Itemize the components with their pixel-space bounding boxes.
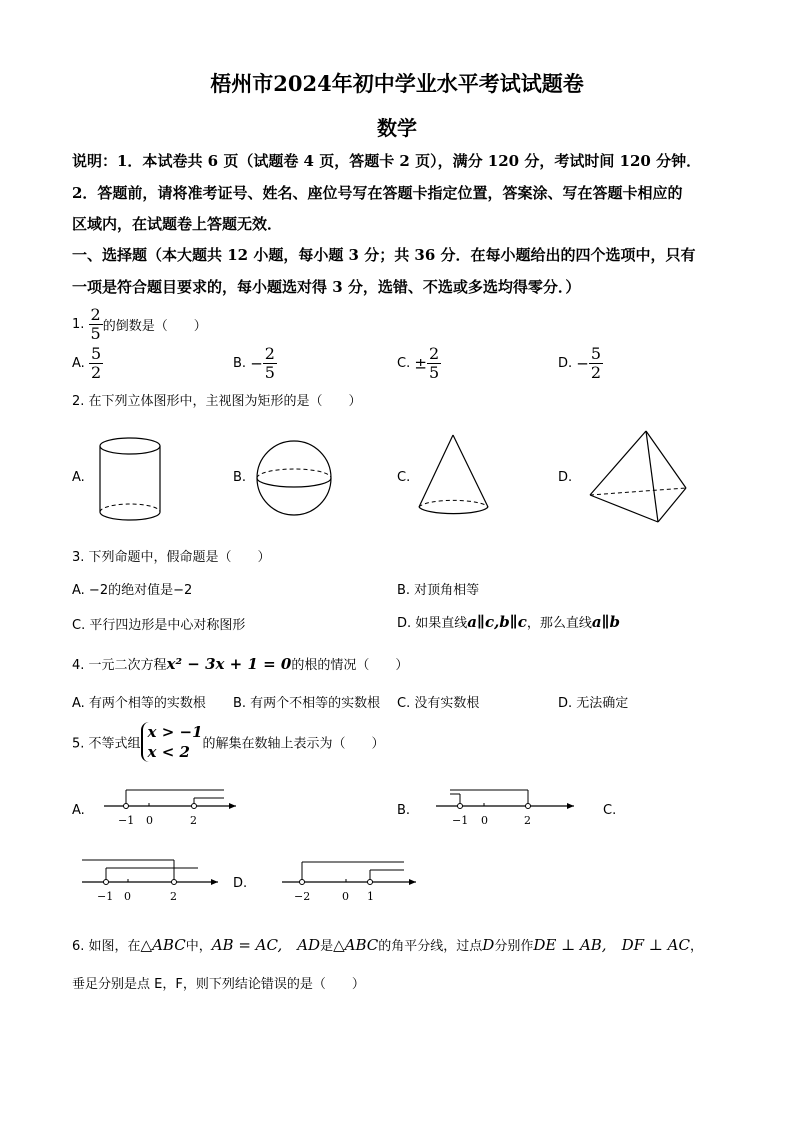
fraction-denominator: 5 <box>264 363 275 382</box>
math-equation: x² − 3x + 1 = 0 <box>166 655 292 673</box>
question-1 <box>72 306 207 343</box>
inequality-1: x > −1 <box>147 723 203 741</box>
subject-title: 数学 <box>377 116 417 140</box>
question-4 <box>72 654 408 673</box>
question-text: 的角平分线，过点 <box>378 939 483 954</box>
section-heading-line-1: 一、选择题（本大题共 12 小题，每小题 3 分；共 36 分．在每小题给出的四个选项中，只有 <box>72 246 696 264</box>
q4-option-a[interactable]: A. 有两个相等的实数根 <box>72 696 206 711</box>
tick-label: −2 <box>294 890 311 903</box>
q2-option-d-label[interactable]: D. <box>558 470 573 485</box>
question-text: 4. 一元二次方程 <box>72 658 167 673</box>
fraction-numerator: 2 <box>90 305 101 324</box>
tick-label: 1 <box>367 890 374 903</box>
q1-option-b[interactable] <box>233 345 277 382</box>
q5-option-c-label[interactable]: C. <box>603 803 617 818</box>
q5-option-b-label[interactable]: B. <box>397 803 411 818</box>
tick-label: 0 <box>146 814 153 827</box>
cylinder-figure <box>92 432 170 524</box>
question-3: 3. 下列命题中，假命题是（ ） <box>72 550 271 565</box>
math-expression: D <box>482 936 495 954</box>
tick-label: −1 <box>97 890 114 903</box>
q1-option-a[interactable] <box>72 345 103 382</box>
option-label: B. <box>233 356 247 371</box>
question-text: 的解集在数轴上表示为（ ） <box>202 736 385 752</box>
option-sign: ± <box>414 354 427 373</box>
pyramid-figure <box>586 428 690 528</box>
math-expression: a∥b <box>591 613 621 631</box>
question-6-line-2: 垂足分别是点 E，F，则下列结论错误的是（ ） <box>72 977 365 992</box>
instruction-line-2: 2．答题前，请将准考证号、姓名、座位号写在答题卡指定位置，答案涂、写在答题卡相应的 <box>72 184 683 202</box>
q5-option-d-label[interactable]: D. <box>233 876 248 891</box>
q3-option-d[interactable] <box>397 612 620 631</box>
section-heading-line-2: 一项是符合题目要求的，每小题选对得 3 分，选错、不选或多选均得零分．） <box>72 278 581 296</box>
tick-label: 2 <box>170 890 177 903</box>
question-6-line-1 <box>72 934 703 955</box>
fraction-numerator: 5 <box>90 344 102 363</box>
question-text: 5. 不等式组 <box>72 736 141 752</box>
exam-title: 梧州市2024年初中学业水平考试试题卷 <box>210 71 584 96</box>
tick-label: −1 <box>452 814 469 827</box>
tick-label: 0 <box>481 814 488 827</box>
instruction-line-3: 区域内，在试题卷上答题无效． <box>72 215 283 233</box>
number-line-c <box>78 852 228 904</box>
number-line-a <box>96 784 246 830</box>
q2-option-b-label[interactable]: B. <box>233 470 247 485</box>
fraction-numerator: 2 <box>264 344 275 363</box>
option-text: ，那么直线 <box>526 616 592 631</box>
question-number: 1. <box>72 317 85 332</box>
fraction <box>589 345 603 382</box>
fraction-denominator: 2 <box>590 363 602 382</box>
math-expression: △ABC <box>333 936 379 954</box>
fraction-denominator: 2 <box>90 363 102 382</box>
q3-option-a[interactable]: A. −2的绝对值是−2 <box>72 583 193 598</box>
math-expression: AB = AC, AD <box>211 936 321 954</box>
question-text: 是 <box>320 939 334 954</box>
question-text: 中， <box>185 939 212 954</box>
q4-option-b[interactable]: B. 有两个不相等的实数根 <box>233 696 381 711</box>
q1-option-c[interactable] <box>397 345 441 382</box>
inequality-system <box>141 722 203 762</box>
tick-label: 0 <box>124 890 131 903</box>
q5-option-a-label[interactable]: A. <box>72 803 85 818</box>
question-5 <box>72 722 385 762</box>
fraction-denominator: 5 <box>90 324 101 343</box>
question-2: 2. 在下列立体图形中，主视图为矩形的是（ ） <box>72 394 362 409</box>
number-line-d <box>278 852 423 904</box>
fraction <box>427 345 441 382</box>
fraction-numerator: 2 <box>428 344 440 363</box>
option-sign: − <box>576 354 589 373</box>
fraction <box>263 345 277 382</box>
instruction-line-1: 说明：1．本试卷共 6 页（试题卷 4 页，答题卡 2 页），满分 120 分，考试时间 120 分钟． <box>72 152 702 170</box>
option-label: A. <box>72 356 85 371</box>
tick-label: 0 <box>342 890 349 903</box>
sphere-figure <box>254 438 334 518</box>
option-text: D. 如果直线 <box>397 616 468 631</box>
q1-option-d[interactable] <box>558 345 603 382</box>
tick-label: 2 <box>190 814 197 827</box>
inequality-2: x < 2 <box>147 743 190 761</box>
math-expression: a∥c,b∥c <box>467 613 527 631</box>
option-label: D. <box>558 356 573 371</box>
fraction <box>89 345 103 382</box>
question-text: 6. 如图，在 <box>72 939 141 954</box>
fraction-denominator: 5 <box>428 363 440 382</box>
tick-label: 2 <box>524 814 531 827</box>
q4-option-d[interactable]: D. 无法确定 <box>558 696 629 711</box>
q3-option-b[interactable]: B. 对顶角相等 <box>397 583 480 598</box>
number-line-b <box>428 784 578 830</box>
cone-figure <box>414 432 494 524</box>
option-sign: − <box>250 354 263 373</box>
question-text: 的倒数是（ ） <box>102 319 207 334</box>
question-text: ， <box>689 939 703 954</box>
q4-option-c[interactable]: C. 没有实数根 <box>397 696 480 711</box>
question-text: 分别作 <box>494 939 534 954</box>
math-expression: △ABC <box>140 936 186 954</box>
math-expression: DE ⊥ AB, DF ⊥ AC <box>533 936 690 954</box>
tick-label: −1 <box>118 814 135 827</box>
fraction-numerator: 5 <box>590 344 602 363</box>
fraction <box>89 306 103 343</box>
q2-option-a-label[interactable]: A. <box>72 470 85 485</box>
q3-option-c[interactable]: C. 平行四边形是中心对称图形 <box>72 618 246 633</box>
question-text: 的根的情况（ ） <box>291 658 409 673</box>
q2-option-c-label[interactable]: C. <box>397 470 411 485</box>
option-label: C. <box>397 356 411 371</box>
